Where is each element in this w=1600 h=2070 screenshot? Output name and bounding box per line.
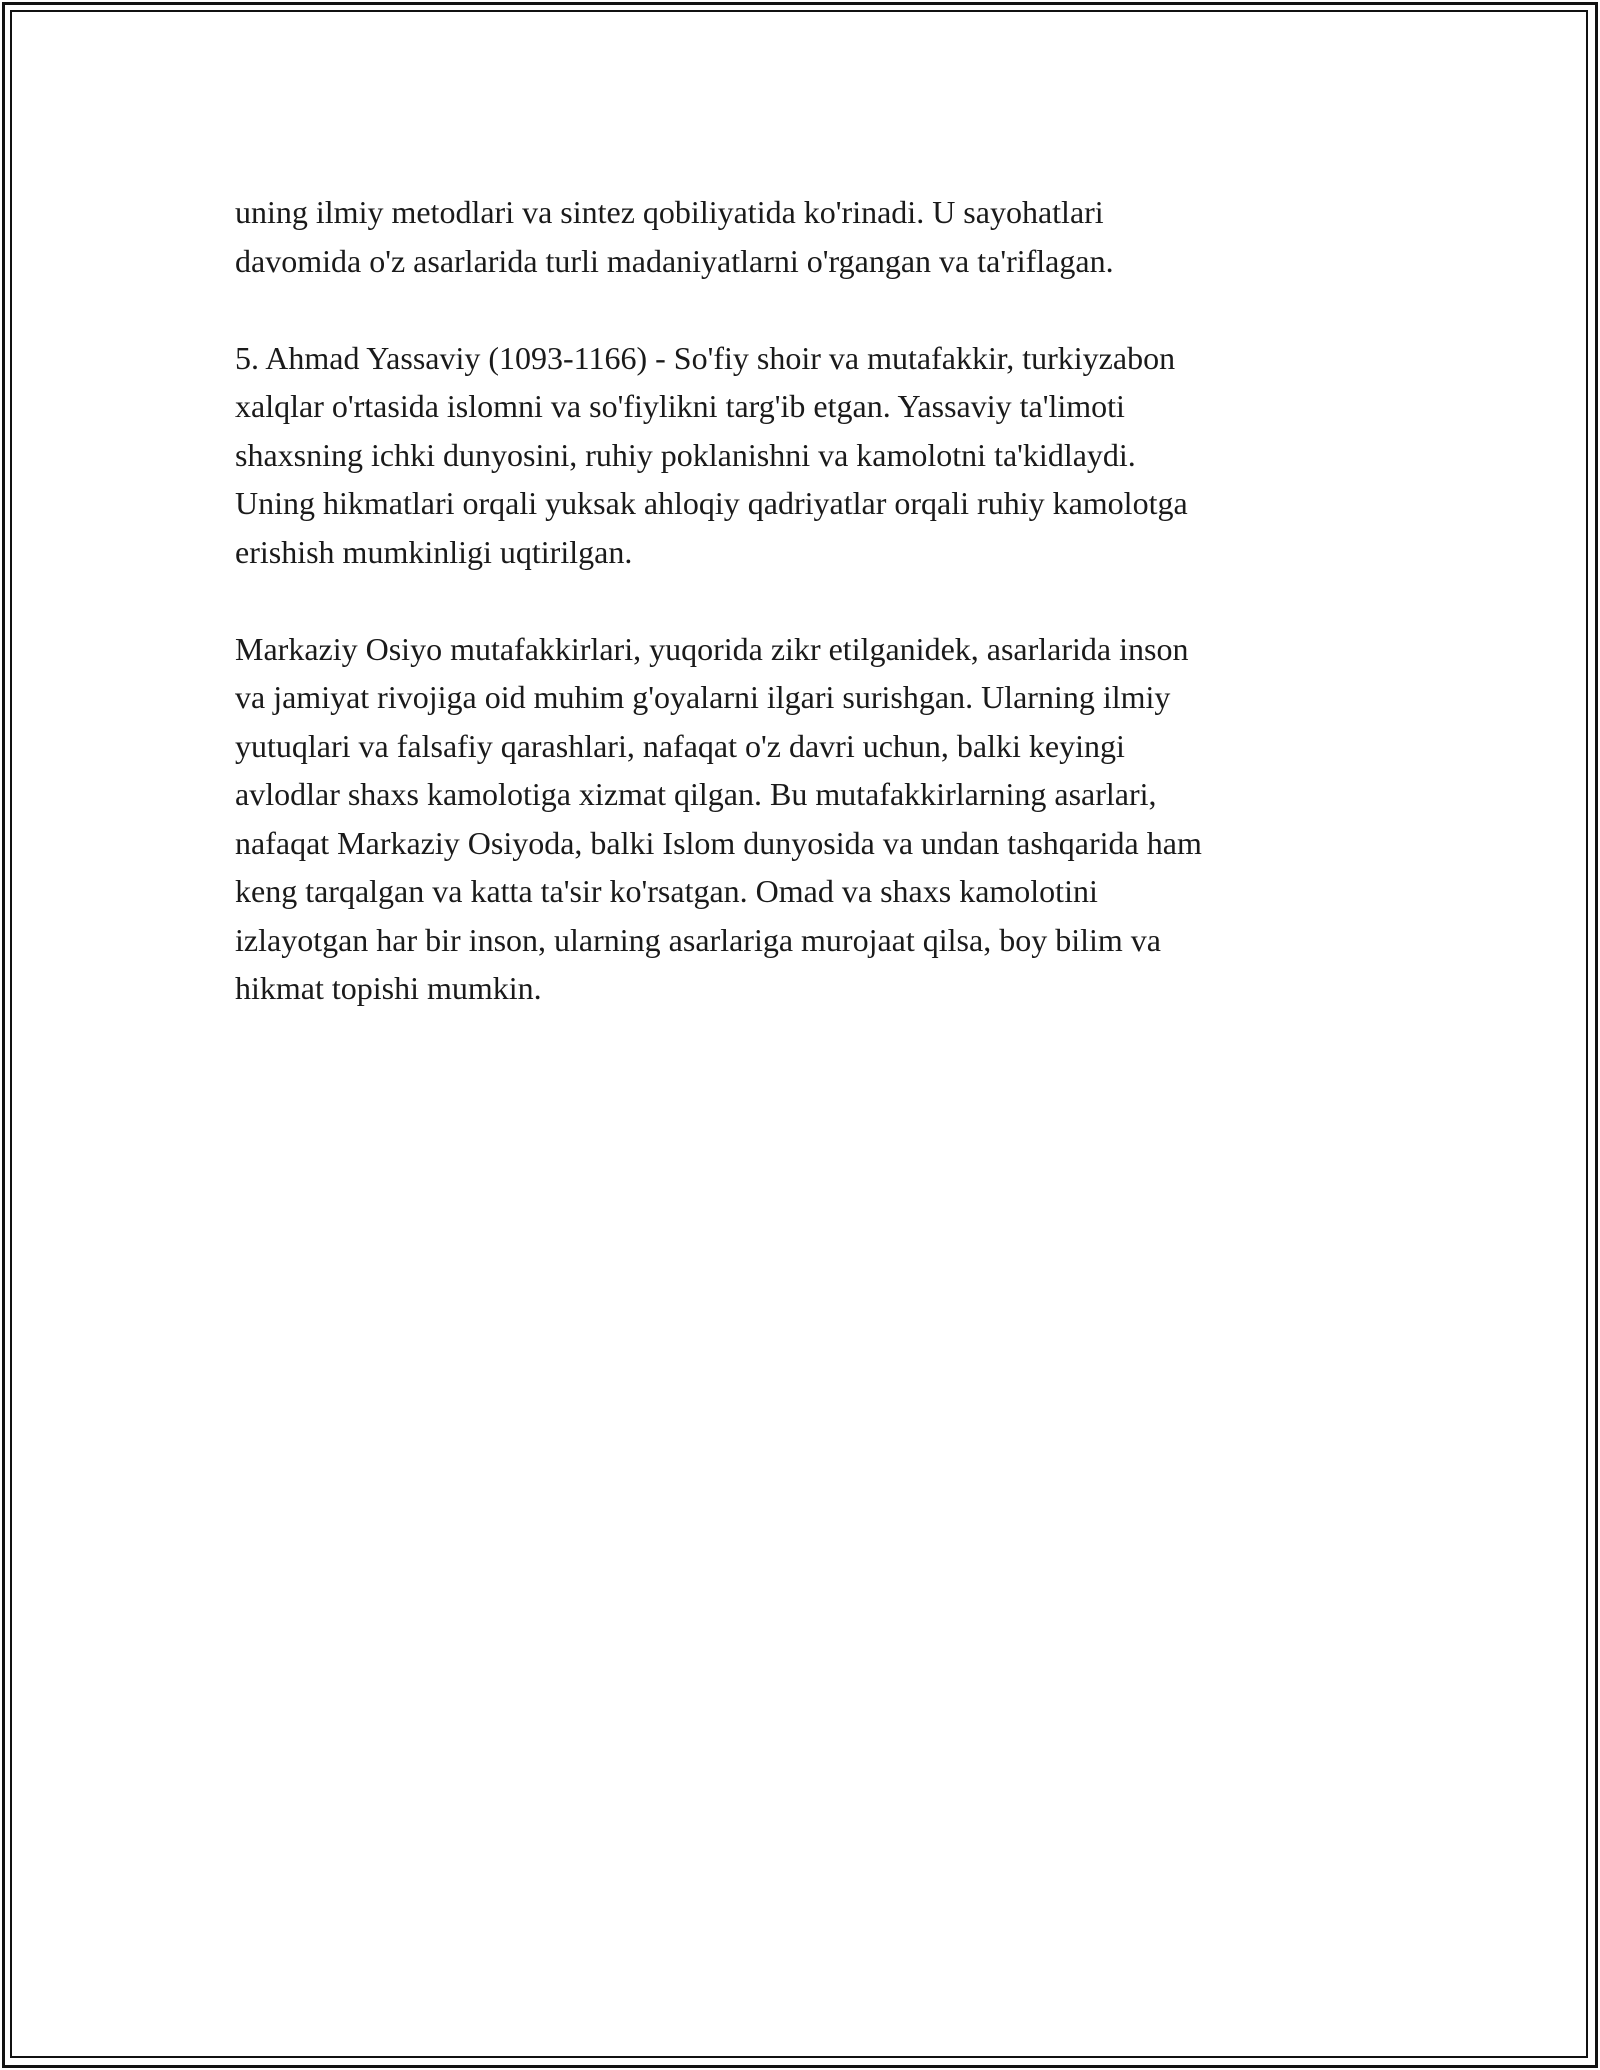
document-body <box>235 188 1365 1061</box>
paragraph-continuation: uning ilmiy metodlari va sintez qobiliyatida ko'rinadi. U sayohatlari davomida o'z asarlarida turli madaniyatlarni o'rgangan va ta'riflagan. <box>235 194 1114 279</box>
paragraph-ahmad-yassaviy: 5. Ahmad Yassaviy (1093-1166) - So'fiy shoir va mutafakkir, turkiyzabon xalqlar o'rtasida islomni va so'fiylikni targ'ib etgan. Yassaviy ta'limoti shaxsning ichki dunyosini, ruhiy poklanishni va kamolotni ta'kidlaydi. Uning hikmatlari orqali yuksak ahloqiy qadriyatlar orqali ruhiy kamolotga erishish mumkinligi uqtirilgan. <box>235 339 1188 570</box>
paragraph-conclusion: Markaziy Osiyo mutafakkirlari, yuqorida zikr etilganidek, asarlarida inson va jamiyat rivojiga oid muhim g'oyalarni ilgari surishgan. Ularning ilmiy yutuqlari va falsafiy qarashlari, nafaqat o'z davri uchun, balki keyingi avlodlar shaxs kamolotiga xizmat qilgan. Bu mutafakkirlarning asarlari, nafaqat Markaziy Osiyoda, balki Islom dunyosida va undan tashqarida ham keng tarqalgan va katta ta'sir ko'rsatgan. Omad va shaxs kamolotini izlayotgan har bir inson, ularning asarlariga murojaat qilsa, boy bilim va hikmat topishi mumkin. <box>235 630 1202 1006</box>
